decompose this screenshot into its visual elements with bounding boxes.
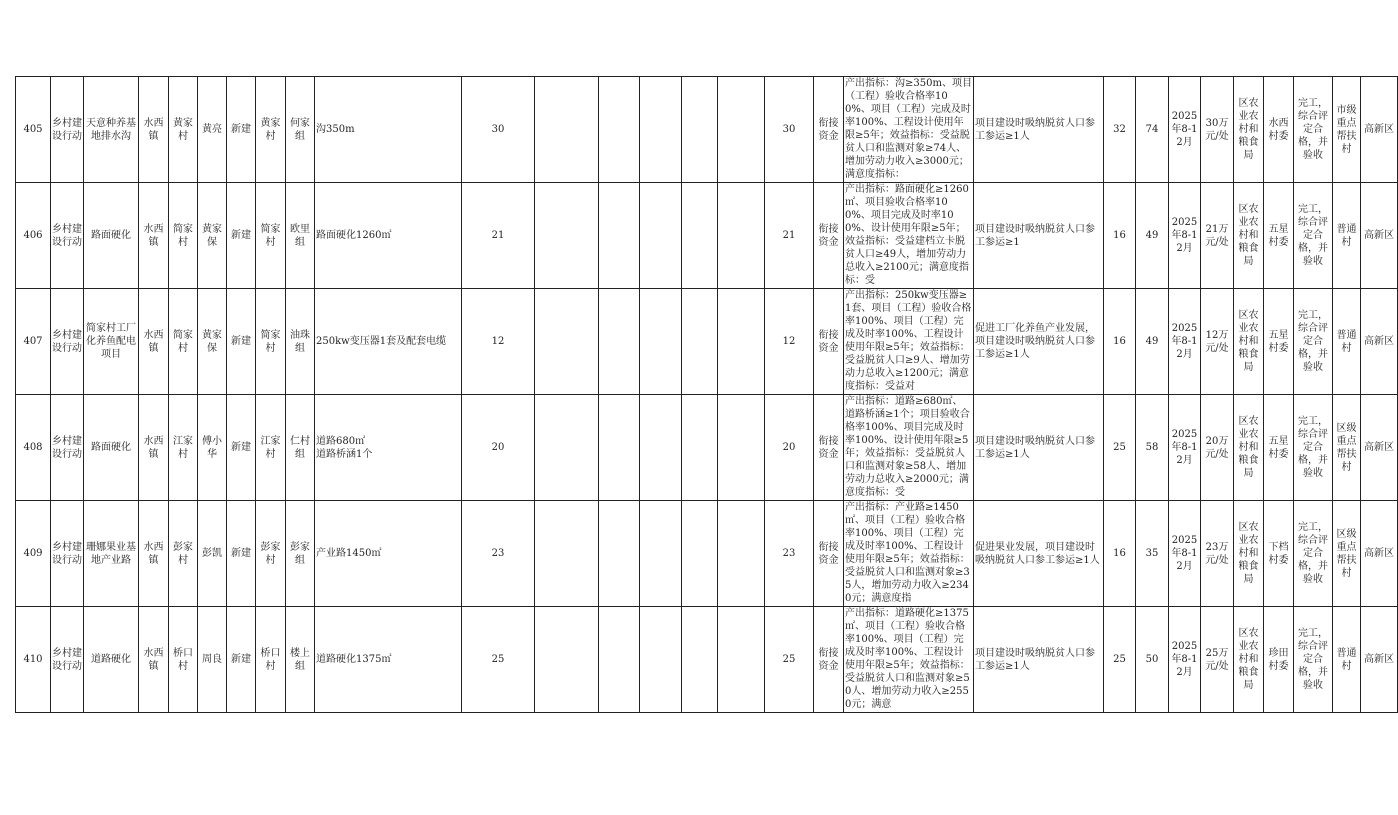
- town-cell: 水西镇: [139, 77, 169, 183]
- district-cell: 高新区: [1361, 77, 1398, 183]
- subsidy-standard-cell: 25万元/处: [1201, 607, 1234, 713]
- beneficiary-population-cell: 35: [1136, 501, 1169, 607]
- site-group-cell: 彭家组: [286, 501, 315, 607]
- construction-type-cell: 新建: [227, 183, 256, 289]
- implementing-unit-cell: 五星村委: [1264, 183, 1294, 289]
- supervising-department-cell: 区农业农村和粮食局: [1234, 501, 1264, 607]
- blank-cell-2-cell: [599, 289, 640, 395]
- construction-period-cell: 2025年8-12月: [1169, 395, 1201, 501]
- indicator-text: 产出指标：道路硬化≥1375㎡、项目（工程）验收合格率100%、项目（工程）完成及时率100%、工程设计使用年限≥5年；效益指标：受益脱贫人口和监测对象≥50人、增加劳动力收入≥2550元；满意: [845, 608, 970, 710]
- acceptance-method-cell: 完工，综合评定合格，并验收: [1294, 501, 1333, 607]
- blank-cell-4-cell: [682, 183, 718, 289]
- fund-source-cell: 衔接资金: [814, 501, 844, 607]
- table-row: [16, 289, 1398, 395]
- category-cell: 乡村建设行动: [51, 183, 84, 289]
- construction-type-cell: 新建: [227, 289, 256, 395]
- benefit-mechanism-cell: 项目建设时吸纳脱贫人口参工参运≥1人: [974, 77, 1104, 183]
- construction-period-cell: 2025年8-12月: [1169, 501, 1201, 607]
- row-number-cell: 407: [16, 289, 51, 395]
- district-cell: 高新区: [1361, 501, 1398, 607]
- village-type-cell: 普通村: [1333, 183, 1361, 289]
- blank-cell-2-cell: [599, 77, 640, 183]
- blank-cell-1-cell: [535, 183, 599, 289]
- blank-cell-2-cell: [599, 501, 640, 607]
- fund-source-cell: 衔接资金: [814, 183, 844, 289]
- beneficiary-households-cell: 25: [1104, 395, 1136, 501]
- table-row: [16, 77, 1398, 183]
- construction-period-cell: 2025年8-12月: [1169, 607, 1201, 713]
- table-row: [16, 183, 1398, 289]
- blank-cell-3-cell: [640, 501, 682, 607]
- supervising-department-cell: 区农业农村和粮食局: [1234, 289, 1264, 395]
- subsidy-standard-cell: 21万元/处: [1201, 183, 1234, 289]
- project-table: [15, 76, 1398, 713]
- village-cell: 简家村: [169, 289, 198, 395]
- construction-type-cell: 新建: [227, 607, 256, 713]
- town-cell: 水西镇: [139, 501, 169, 607]
- supervising-department-cell: 区农业农村和粮食局: [1234, 183, 1264, 289]
- supervising-department-cell: 区农业农村和粮食局: [1234, 607, 1264, 713]
- subsidy-standard-cell: 20万元/处: [1201, 395, 1234, 501]
- site-village-cell: 简家村: [256, 289, 286, 395]
- village-cell: 黄家村: [169, 77, 198, 183]
- project-name-cell: 天意种养基地排水沟: [84, 77, 139, 183]
- project-name-cell: 珊娜果业基地产业路: [84, 501, 139, 607]
- site-village-cell: 彭家村: [256, 501, 286, 607]
- indicator-text: 产出指标：沟≥350m、项目（工程）验收合格率100%、项目（工程）完成及时率100%、工程设计使用年限≥5年；效益指标：受益脱贫人口和监测对象≥74人、增加劳动力收入≥3000元；满意度指标：: [845, 78, 972, 180]
- row-number-cell: 406: [16, 183, 51, 289]
- blank-cell-1-cell: [535, 607, 599, 713]
- blank-cell-1-cell: [535, 501, 599, 607]
- blank-cell-3-cell: [640, 607, 682, 713]
- blank-cell-4-cell: [682, 77, 718, 183]
- construction-period-cell: 2025年8-12月: [1169, 183, 1201, 289]
- acceptance-method-cell: 完工，综合评定合格，并验收: [1294, 77, 1333, 183]
- town-cell: 水西镇: [139, 289, 169, 395]
- total-investment-cell: 21: [462, 183, 535, 289]
- blank-cell-1-cell: [535, 77, 599, 183]
- category-cell: 乡村建设行动: [51, 77, 84, 183]
- performance-indicators-cell: [844, 289, 974, 395]
- fund-source-cell: 衔接资金: [814, 395, 844, 501]
- blank-cell-5-cell: [718, 395, 765, 501]
- category-cell: 乡村建设行动: [51, 289, 84, 395]
- responsible-person-cell: 黄家保: [198, 183, 227, 289]
- benefit-mechanism-cell: 项目建设时吸纳脱贫人口参工参运≥1: [974, 183, 1104, 289]
- beneficiary-population-cell: 50: [1136, 607, 1169, 713]
- village-type-cell: 区级重点帮扶村: [1333, 395, 1361, 501]
- district-cell: 高新区: [1361, 183, 1398, 289]
- responsible-person-cell: 黄家保: [198, 289, 227, 395]
- subsidy-standard-cell: 23万元/处: [1201, 501, 1234, 607]
- responsible-person-cell: 周良: [198, 607, 227, 713]
- fund-amount-cell: 12: [765, 289, 814, 395]
- subsidy-standard-cell: 30万元/处: [1201, 77, 1234, 183]
- site-village-cell: 桥口村: [256, 607, 286, 713]
- site-group-cell: 何家组: [286, 77, 315, 183]
- project-name-cell: 路面硬化: [84, 395, 139, 501]
- construction-period-cell: 2025年8-12月: [1169, 77, 1201, 183]
- total-investment-cell: 25: [462, 607, 535, 713]
- construction-period-cell: 2025年8-12月: [1169, 289, 1201, 395]
- project-name-cell: 道路硬化: [84, 607, 139, 713]
- blank-cell-5-cell: [718, 607, 765, 713]
- blank-cell-3-cell: [640, 395, 682, 501]
- beneficiary-population-cell: 49: [1136, 183, 1169, 289]
- indicator-text: 产出指标：路面硬化≥1260㎡、项目验收合格率100%、项目完成及时率100%、设计使用年限≥5年；效益指标：受益建档立卡脱贫人口≥49人，增加劳动力总收入≥2100元；满意度指标：受: [845, 184, 969, 286]
- site-group-cell: 仁村组: [286, 395, 315, 501]
- implementing-unit-cell: 五星村委: [1264, 395, 1294, 501]
- benefit-mechanism-cell: 促进果业发展，项目建设时吸纳脱贫人口参工参运≥1人: [974, 501, 1104, 607]
- total-investment-cell: 20: [462, 395, 535, 501]
- construction-type-cell: 新建: [227, 395, 256, 501]
- town-cell: 水西镇: [139, 607, 169, 713]
- project-name-cell: 简家村工厂化养鱼配电项目: [84, 289, 139, 395]
- row-number-cell: 408: [16, 395, 51, 501]
- construction-content-cell: 产业路1450㎡: [315, 501, 462, 607]
- implementing-unit-cell: 水西村委: [1264, 77, 1294, 183]
- table-row: [16, 607, 1398, 713]
- performance-indicators-cell: [844, 77, 974, 183]
- construction-content-cell: 250kw变压器1套及配套电缆: [315, 289, 462, 395]
- blank-cell-5-cell: [718, 183, 765, 289]
- beneficiary-households-cell: 25: [1104, 607, 1136, 713]
- acceptance-method-cell: 完工，综合评定合格，并验收: [1294, 289, 1333, 395]
- total-investment-cell: 30: [462, 77, 535, 183]
- fund-source-cell: 衔接资金: [814, 289, 844, 395]
- acceptance-method-cell: 完工，综合评定合格，并验收: [1294, 395, 1333, 501]
- responsible-person-cell: 傅小华: [198, 395, 227, 501]
- village-type-cell: 区级重点帮扶村: [1333, 501, 1361, 607]
- construction-content-cell: 路面硬化1260㎡: [315, 183, 462, 289]
- fund-amount-cell: 25: [765, 607, 814, 713]
- village-cell: 彭家村: [169, 501, 198, 607]
- fund-amount-cell: 23: [765, 501, 814, 607]
- village-cell: 江家村: [169, 395, 198, 501]
- blank-cell-2-cell: [599, 183, 640, 289]
- indicator-text: 产出指标：产业路≥1450㎡、项目（工程）验收合格率100%、项目（工程）完成及时率100%、工程设计使用年限≥5年；效益指标：受益脱贫人口和监测对象≥35人，增加劳动力收入≥2340元；满意度指: [845, 502, 970, 604]
- supervising-department-cell: 区农业农村和粮食局: [1234, 395, 1264, 501]
- village-type-cell: 普通村: [1333, 607, 1361, 713]
- blank-cell-5-cell: [718, 289, 765, 395]
- row-number-cell: 409: [16, 501, 51, 607]
- fund-amount-cell: 21: [765, 183, 814, 289]
- row-number-cell: 405: [16, 77, 51, 183]
- implementing-unit-cell: 五星村委: [1264, 289, 1294, 395]
- indicator-text: 产出指标：250kw变压器≥1套、项目（工程）验收合格率100%、项目（工程）完成及时率100%、工程设计使用年限≥5年；效益指标：受益脱贫人口≥9人、增加劳动力总收入≥1200元；满意度指标：受益对: [845, 290, 972, 392]
- blank-cell-2-cell: [599, 395, 640, 501]
- construction-type-cell: 新建: [227, 501, 256, 607]
- construction-content-cell: 沟350m: [315, 77, 462, 183]
- fund-amount-cell: 20: [765, 395, 814, 501]
- village-cell: 简家村: [169, 183, 198, 289]
- beneficiary-population-cell: 49: [1136, 289, 1169, 395]
- blank-cell-4-cell: [682, 607, 718, 713]
- benefit-mechanism-cell: 项目建设时吸纳脱贫人口参工参运≥1人: [974, 607, 1104, 713]
- blank-cell-3-cell: [640, 77, 682, 183]
- district-cell: 高新区: [1361, 607, 1398, 713]
- performance-indicators-cell: [844, 183, 974, 289]
- village-cell: 桥口村: [169, 607, 198, 713]
- beneficiary-population-cell: 74: [1136, 77, 1169, 183]
- site-village-cell: 简家村: [256, 183, 286, 289]
- construction-content-cell: 道路硬化1375㎡: [315, 607, 462, 713]
- blank-cell-2-cell: [599, 607, 640, 713]
- acceptance-method-cell: 完工，综合评定合格，并验收: [1294, 607, 1333, 713]
- beneficiary-population-cell: 58: [1136, 395, 1169, 501]
- blank-cell-1-cell: [535, 289, 599, 395]
- site-group-cell: 油珠组: [286, 289, 315, 395]
- project-name-cell: 路面硬化: [84, 183, 139, 289]
- construction-content-cell: 道路680㎡ 道路桥涵1个: [315, 395, 462, 501]
- village-type-cell: 普通村: [1333, 289, 1361, 395]
- town-cell: 水西镇: [139, 183, 169, 289]
- construction-type-cell: 新建: [227, 77, 256, 183]
- beneficiary-households-cell: 16: [1104, 289, 1136, 395]
- supervising-department-cell: 区农业农村和粮食局: [1234, 77, 1264, 183]
- village-type-cell: 市级重点帮扶村: [1333, 77, 1361, 183]
- fund-source-cell: 衔接资金: [814, 607, 844, 713]
- fund-source-cell: 衔接资金: [814, 77, 844, 183]
- fund-amount-cell: 30: [765, 77, 814, 183]
- performance-indicators-cell: [844, 607, 974, 713]
- beneficiary-households-cell: 16: [1104, 501, 1136, 607]
- row-number-cell: 410: [16, 607, 51, 713]
- site-village-cell: 江家村: [256, 395, 286, 501]
- performance-indicators-cell: [844, 395, 974, 501]
- implementing-unit-cell: 下档村委: [1264, 501, 1294, 607]
- responsible-person-cell: 彭凯: [198, 501, 227, 607]
- blank-cell-4-cell: [682, 501, 718, 607]
- blank-cell-4-cell: [682, 395, 718, 501]
- subsidy-standard-cell: 12万元/处: [1201, 289, 1234, 395]
- benefit-mechanism-cell: 促进工厂化养鱼产业发展，项目建设时吸纳脱贫人口参工参运≥1人: [974, 289, 1104, 395]
- site-village-cell: 黄家村: [256, 77, 286, 183]
- acceptance-method-cell: 完工，综合评定合格，并验收: [1294, 183, 1333, 289]
- table-row: [16, 395, 1398, 501]
- performance-indicators-cell: [844, 501, 974, 607]
- blank-cell-5-cell: [718, 77, 765, 183]
- blank-cell-3-cell: [640, 183, 682, 289]
- total-investment-cell: 12: [462, 289, 535, 395]
- total-investment-cell: 23: [462, 501, 535, 607]
- district-cell: 高新区: [1361, 395, 1398, 501]
- indicator-text: 产出指标：道路≥680㎡、道路桥涵≥1个；项目验收合格率100%、项目完成及时率100%、设计使用年限≥5年；效益指标：受益脱贫人口和监测对象≥58人、增加劳动力总收入≥2000元；满意度指标：受: [845, 396, 970, 498]
- blank-cell-1-cell: [535, 395, 599, 501]
- site-group-cell: 楼上组: [286, 607, 315, 713]
- site-group-cell: 欧里组: [286, 183, 315, 289]
- responsible-person-cell: 黄亮: [198, 77, 227, 183]
- table-row: [16, 501, 1398, 607]
- blank-cell-5-cell: [718, 501, 765, 607]
- district-cell: 高新区: [1361, 289, 1398, 395]
- implementing-unit-cell: 珍田村委: [1264, 607, 1294, 713]
- town-cell: 水西镇: [139, 395, 169, 501]
- blank-cell-3-cell: [640, 289, 682, 395]
- beneficiary-households-cell: 16: [1104, 183, 1136, 289]
- category-cell: 乡村建设行动: [51, 607, 84, 713]
- blank-cell-4-cell: [682, 289, 718, 395]
- category-cell: 乡村建设行动: [51, 501, 84, 607]
- beneficiary-households-cell: 32: [1104, 77, 1136, 183]
- benefit-mechanism-cell: 项目建设时吸纳脱贫人口参工参运≥1人: [974, 395, 1104, 501]
- category-cell: 乡村建设行动: [51, 395, 84, 501]
